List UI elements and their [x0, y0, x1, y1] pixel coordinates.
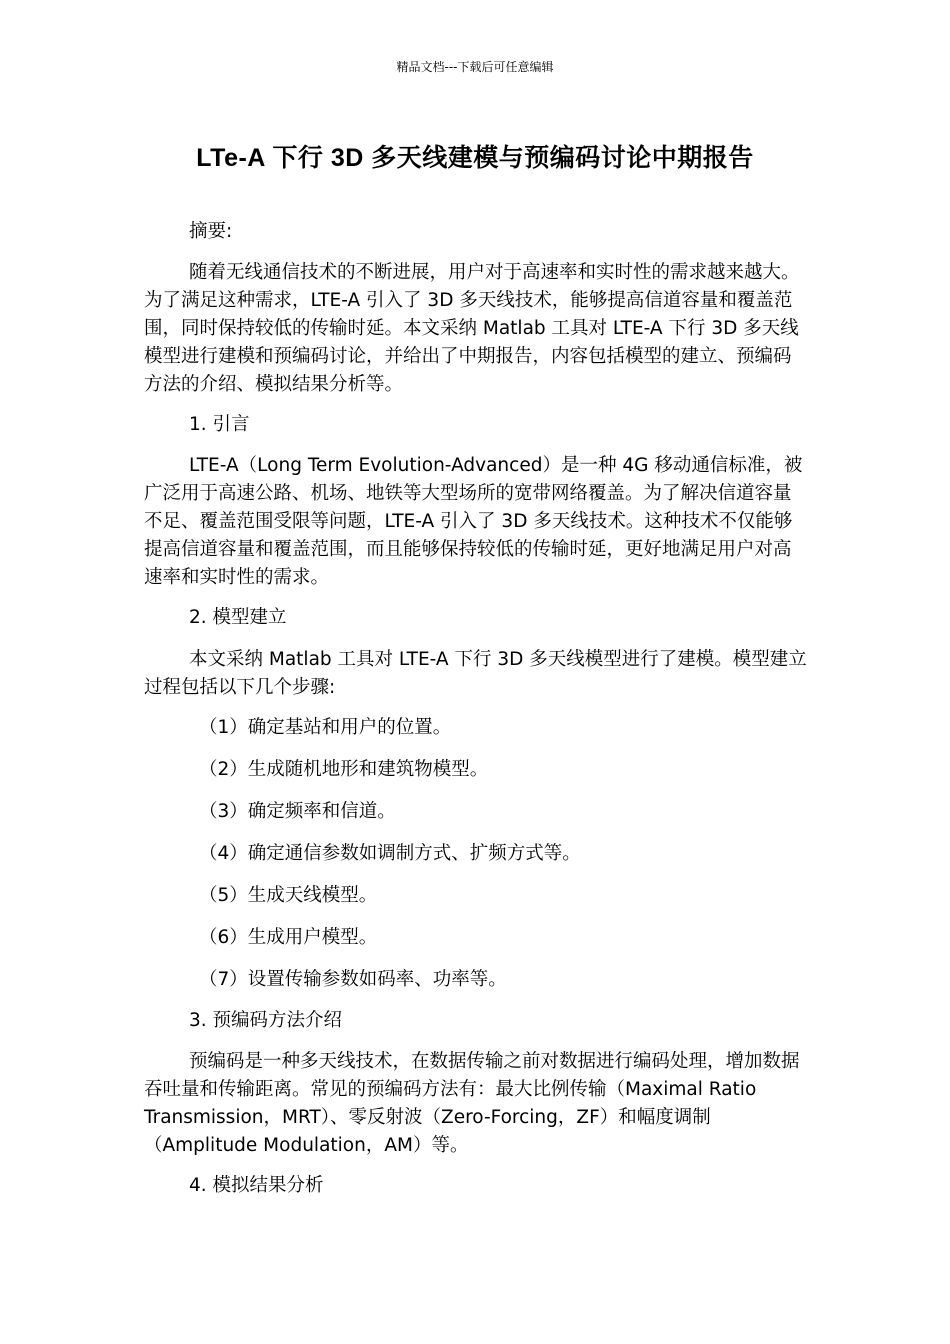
section-2-body: 本文采纳 Matlab 工具对 LTE-A 下行 3D 多天线模型进行了建模。模型建立过程包括以下几个步骤: — [144, 649, 807, 698]
abstract-heading: 摘要: — [189, 221, 233, 242]
step-item: （7）设置传输参数如码率、功率等。 — [199, 969, 507, 990]
step-item: （2）生成随机地形和建筑物模型。 — [199, 759, 489, 780]
document-title: LTe-A 下行 3D 多天线建模与预编码讨论中期报告 — [196, 144, 754, 172]
step-item: （4）确定通信参数如调制方式、扩频方式等。 — [199, 843, 581, 864]
section-4-heading: 4. 模拟结果分析 — [189, 1175, 324, 1196]
section-1-body: LTE-A（Long Term Evolution-Advanced）是一种 4G 移动通信标准，被广泛用于高速公路、机场、地铁等大型场所的宽带网络覆盖。为了解决信道容量不足、覆盖范围受限等问题，LTE-A 引入了 3D 多天线技术。这种技术不仅能够提高信道容量和覆盖范围，而且能够保持较低的传输时延，更好地满足用户对高速率和实时性的需求。 — [144, 455, 803, 588]
page-header: 精品文档---下载后可任意编辑 — [396, 60, 554, 74]
section-3-body: 预编码是一种多天线技术，在数据传输之前对数据进行编码处理，增加数据吞吐量和传输距离。常见的预编码方法有：最大比例传输（Maximal Ratio Transmission，MRT）、零反射波（Zero-Forcing，ZF）和幅度调制（Amplitude Modulation，AM）等。 — [144, 1051, 800, 1156]
abstract-body: 随着无线通信技术的不断进展，用户对于高速率和实时性的需求越来越大。为了满足这种需求，LTE-A 引入了 3D 多天线技术，能够提高信道容量和覆盖范围，同时保持较低的传输时延。本文采纳 Matlab 工具对 LTE-A 下行 3D 多天线模型进行建模和预编码讨论，并给出了中期报告，内容包括模型的建立、预编码方法的介绍、模拟结果分析等。 — [144, 262, 800, 395]
step-item: （5）生成天线模型。 — [199, 885, 378, 906]
section-1-heading: 1. 引言 — [189, 414, 250, 435]
step-item: （3）确定频率和信道。 — [199, 801, 396, 822]
step-item: （6）生成用户模型。 — [199, 927, 378, 948]
section-2-heading: 2. 模型建立 — [189, 607, 287, 628]
section-3-heading: 3. 预编码方法介绍 — [189, 1010, 343, 1031]
step-item: （1）确定基站和用户的位置。 — [199, 717, 452, 738]
